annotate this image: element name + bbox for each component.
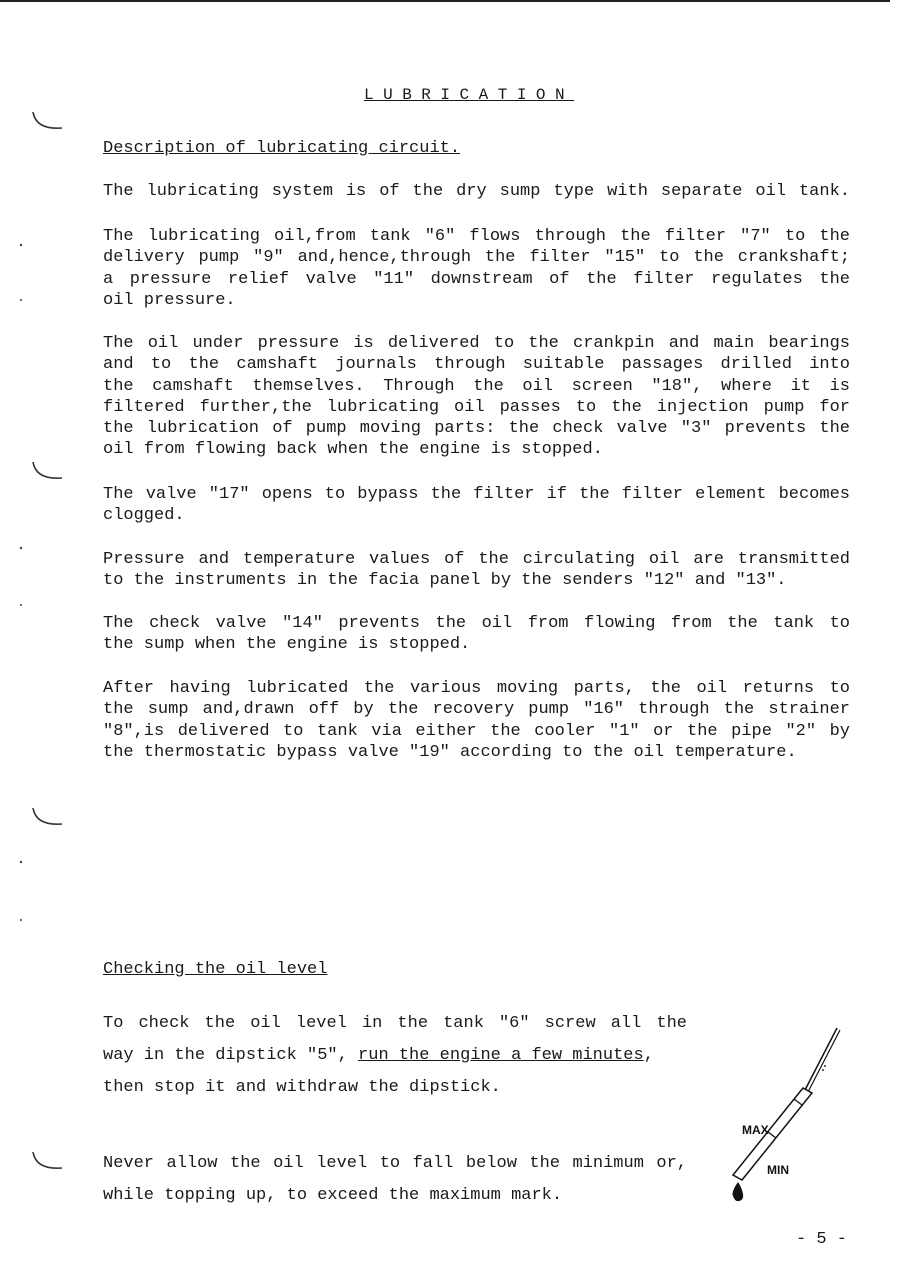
paragraph [103,678,850,763]
text-line: the lubrication of pump moving parts: the check valve "3" prevents the [103,419,850,439]
text-line: The valve "17" opens to bypass the filter if the filter element becomes [103,485,850,504]
min-label: MIN [767,1163,789,1177]
paragraph [103,484,850,527]
underlined-instruction: run the engine a few minutes [358,1046,644,1065]
checking-paragraph-2 [103,1148,687,1212]
text-line: The lubricating system is of the dry sump type with separate oil tank. [103,182,850,201]
text-span: way in the dipstick "5", [103,1046,359,1065]
paragraph [103,333,850,461]
text-line: "8",is delivered to tank via either the cooler "1" or the pipe "2" by [103,721,850,741]
margin-dot [20,299,22,301]
dipstick-icon [725,1020,855,1210]
margin-dot [20,604,22,606]
text-line: while topping up, to exceed the maximum mark. [103,1186,563,1205]
hole-punch-mark [33,808,62,824]
text-line: clogged. [103,506,185,526]
page-title: LUBRICATION [364,86,575,104]
text-line: filtered further,the lubricating oil passes to the injection pump for [103,397,850,417]
margin-dot [20,244,22,246]
text-line: the sump when the engine is stopped. [103,635,471,655]
page-number: - 5 - [796,1230,848,1249]
text-line: to the instruments in the facia panel by the senders "12" and "13". [103,571,787,591]
text-line: Pressure and temperature values of the circulating oil are transmitted [103,550,850,569]
hole-punch-mark [33,462,62,478]
max-label: MAX [742,1123,769,1137]
margin-dot [20,547,22,549]
hole-punch-mark [33,1152,62,1168]
text-line: To check the oil level in the tank "6" screw all the [103,1014,687,1033]
text-span: , [643,1046,654,1065]
text-line: a pressure relief valve "11" downstream of the filter regulates the [103,269,850,289]
section-heading-description: Description of lubricating circuit. [103,139,461,158]
text-line: delivery pump "9" and,hence,through the filter "15" to the crankshaft; [103,248,850,268]
paragraph [103,181,850,202]
margin-dot [20,919,22,921]
text-line: oil pressure. [103,290,236,310]
text-line: the thermostatic bypass valve "19" according to the oil temperature. [103,742,797,762]
text-line [103,1040,687,1072]
paragraph [103,549,850,592]
paragraph [103,226,850,311]
text-line: The lubricating oil,from tank "6" flows through the filter "7" to the [103,227,850,246]
text-line: The oil under pressure is delivered to the crankpin and main bearings [103,334,850,353]
text-line: Never allow the oil level to fall below the minimum or, [103,1154,687,1173]
margin-dot [20,861,22,863]
text-line: and to the camshaft journals through suitable passages drilled into [103,355,850,375]
text-line: the sump and,drawn off by the recovery pump "16" through the strainer [103,700,850,720]
paragraph [103,613,850,656]
text-line: then stop it and withdraw the dipstick. [103,1078,501,1097]
text-line: The check valve "14" prevents the oil from flowing from the tank to [103,614,850,633]
oil-drop-icon [733,1182,744,1201]
text-line: After having lubricated the various moving parts, the oil returns to [103,679,850,698]
section-heading-checking: Checking the oil level [103,960,328,979]
text-line: oil from flowing back when the engine is stopped. [103,440,603,460]
hole-punch-mark [33,112,62,128]
checking-paragraph-1 [103,1008,687,1104]
text-line: the camshaft themselves. Through the oil screen "18", where it is [103,376,850,396]
